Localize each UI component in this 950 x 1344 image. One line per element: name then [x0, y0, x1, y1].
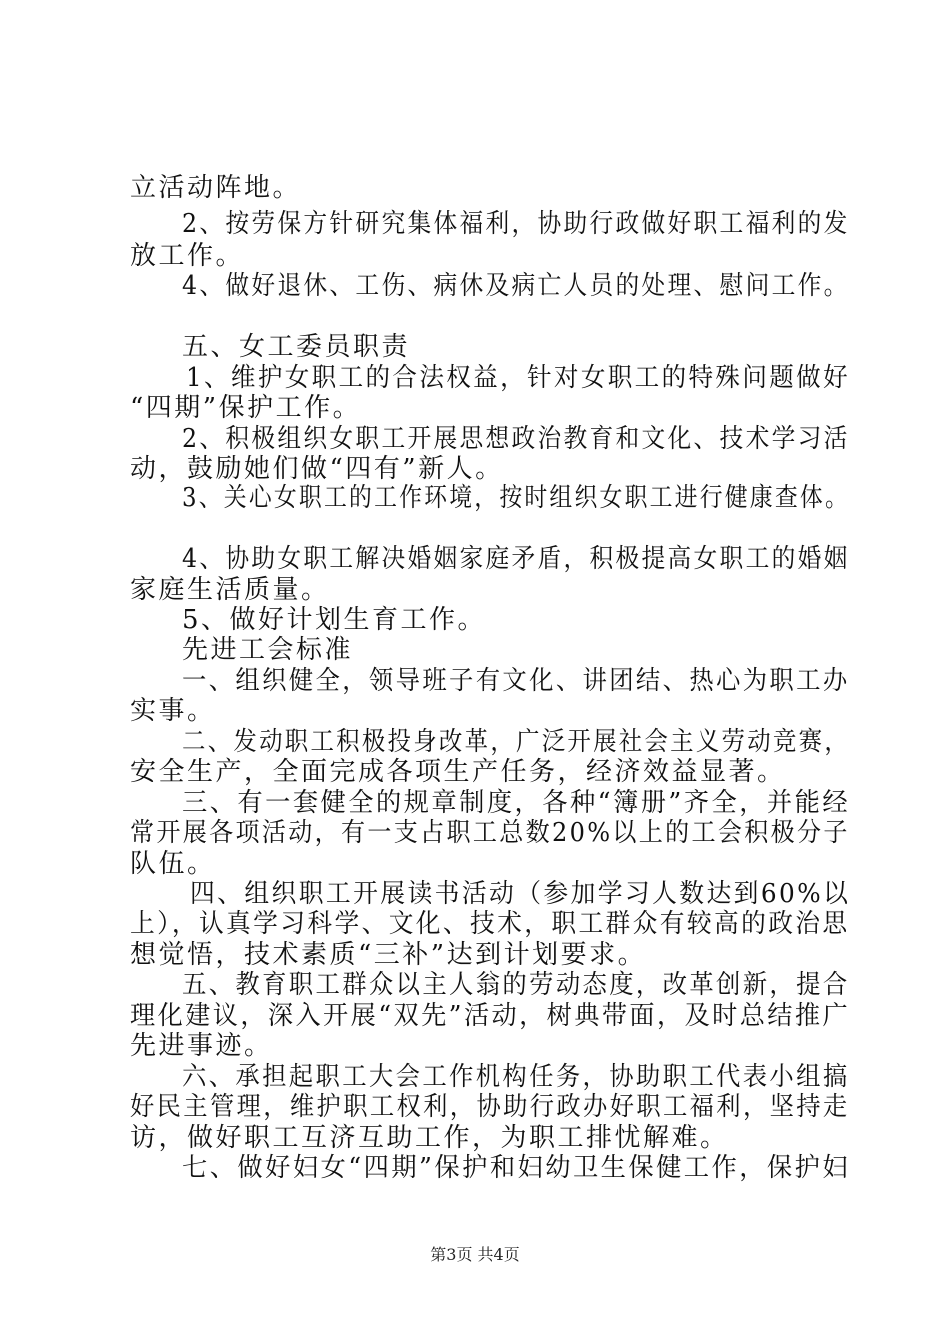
text-line: 队伍。: [130, 849, 216, 879]
text-line: 想觉悟，技术素质“三补”达到计划要求。: [130, 940, 647, 970]
text-line: 安全生产，全面完成各项生产任务，经济效益显著。: [130, 757, 786, 787]
text-line: 六、承担起职工大会工作机构任务，协助职工代表小组搞: [182, 1062, 850, 1092]
text-line: 实事。: [130, 696, 216, 726]
text-line: 2、按劳保方针研究集体福利，协助行政做好职工福利的发: [182, 209, 850, 239]
text-line: 先进事迹。: [130, 1031, 273, 1061]
text-line: 四、组织职工开展读书活动（参加学习人数达到60%以: [190, 879, 851, 909]
text-line: 访，做好职工互济互助工作，为职工排忧解难。: [130, 1123, 729, 1153]
text-line: 4、协助女职工解决婚姻家庭矛盾，积极提高女职工的婚姻: [182, 544, 850, 574]
text-line: 放工作。: [130, 241, 245, 271]
text-line: 家庭生活质量。: [130, 575, 330, 605]
text-line: 三、有一套健全的规章制度，各种“簿册”齐全，并能经: [182, 788, 851, 818]
text-line: 一、组织健全，领导班子有文化、讲团结、热心为职工办: [182, 666, 850, 696]
text-line: 5、做好计划生育工作。: [182, 605, 487, 635]
text-line: 五、教育职工群众以主人翁的劳动态度，改革创新，提合: [182, 970, 850, 1000]
text-line: 二、发动职工积极投身改革，广泛开展社会主义劳动竞赛，: [182, 727, 851, 757]
text-line: “四期”保护工作。: [130, 393, 362, 423]
section-heading: 五、女工委员职责: [182, 332, 411, 362]
text-line: 上），认真学习科学、文化、技术，职工群众有较高的政治思: [130, 909, 850, 939]
text-line: 动，鼓励她们做“四有”新人。: [130, 454, 504, 484]
text-line: 七、做好妇女“四期”保护和妇幼卫生保健工作，保护妇: [182, 1153, 851, 1183]
text-line: 好民主管理，维护职工权利，协助行政办好职工福利，坚持走: [130, 1092, 850, 1122]
text-line: 2、积极组织女职工开展思想政治教育和文化、技术学习活: [182, 424, 850, 454]
text-line: 3、关心女职工的工作环境，按时组织女职工进行健康查体。: [182, 483, 851, 513]
text-line: 立活动阵地。: [130, 173, 302, 203]
section-heading: 先进工会标准: [182, 635, 354, 665]
page-number-footer: 第3页 共4页: [430, 1245, 520, 1264]
text-line: 4、做好退休、工伤、病休及病亡人员的处理、慰问工作。: [182, 271, 850, 301]
text-line: 常开展各项活动，有一支占职工总数20%以上的工会积极分子: [130, 818, 850, 848]
text-line: 1、维护女职工的合法权益，针对女职工的特殊问题做好: [186, 363, 851, 393]
text-line: 理化建议，深入开展“双先”活动，树典带面，及时总结推广: [130, 1001, 851, 1031]
